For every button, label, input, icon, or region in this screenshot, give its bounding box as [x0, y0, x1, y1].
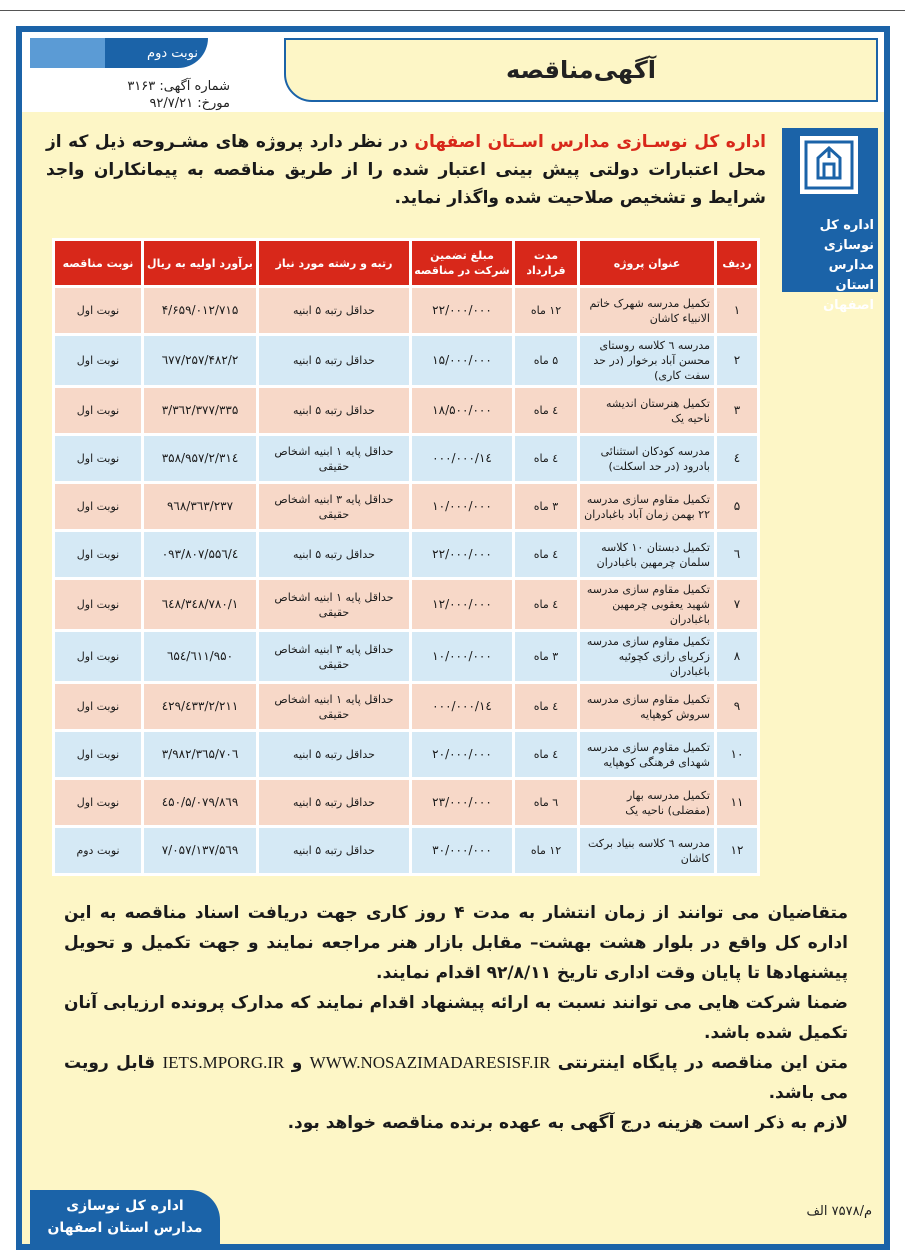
cell-estimate: ٤/۸۰۷/۵۵٦/۰۹۳ — [144, 532, 256, 577]
cell-duration: ٦ ماه — [515, 780, 577, 825]
cell-row-number: ۲ — [717, 336, 757, 385]
cell-round: نوبت اول — [55, 532, 141, 577]
cell-estimate: ۵/۰۷۹/۸٦۹/٤۵۰ — [144, 780, 256, 825]
cell-estimate: ۳/۹۸۲/۳٦۵/۷۰٦ — [144, 732, 256, 777]
cell-row-number: ۹ — [717, 684, 757, 729]
emblem-icon — [800, 136, 858, 194]
round-tag-accent — [30, 38, 105, 68]
cell-project-title: مدرسه کودکان استثنائی بادرود (در حد اسکلت) — [580, 436, 714, 481]
ad-date: مورخ: ۹۲/۷/۲۱ — [149, 96, 230, 111]
cell-project-title: تکمیل هنرستان اندیشه ناحیه یک — [580, 388, 714, 433]
table-row — [55, 388, 757, 433]
cell-guarantee: ۲۰/۰۰۰/۰۰۰ — [412, 732, 512, 777]
ad-frame — [16, 26, 890, 1250]
body-paragraph-4: لازم به ذکر است هزینه درج آگهی به عهده برنده مناقصه خواهد بود. — [287, 1113, 848, 1133]
cell-round: نوبت دوم — [55, 828, 141, 873]
cell-guarantee: ۱۰/۰۰۰/۰۰۰ — [412, 484, 512, 529]
intro-paragraph — [46, 128, 766, 212]
cell-duration: ٤ ماه — [515, 388, 577, 433]
cell-row-number: ۷ — [717, 580, 757, 629]
cell-row-number: ۱۲ — [717, 828, 757, 873]
cell-project-title: مدرسه ٦ کلاسه بنیاد برکت کاشان — [580, 828, 714, 873]
table-row — [55, 580, 757, 629]
cell-row-number: ۸ — [717, 632, 757, 681]
body-paragraph-3 — [64, 1048, 848, 1108]
table-row — [55, 828, 757, 873]
cell-project-title: تکمیل مدرسه بهار (مفضلی) ناحیه یک — [580, 780, 714, 825]
cell-grade: حداقل پایه ۳ ابنیه اشخاص حقیقی — [259, 484, 409, 529]
cell-guarantee: ۱۵/۰۰۰/۰۰۰ — [412, 336, 512, 385]
intro-text: در نظر دارد پروژه های مشـروحه ذیل که از محل اعتبارات دولتی پیش بینی اعتبار شده را از طریق مناقصه به پیمانکاران واجد شرایط و تشخیص صلاحیت شده واگذار نماید. — [46, 132, 766, 208]
cell-duration: ۳ ماه — [515, 484, 577, 529]
cell-grade: حداقل رتبه ۵ ابنیه — [259, 288, 409, 333]
col-header-guarantee: مبلغ تضمین شرکت در مناقصه — [412, 241, 512, 285]
col-header-row: ردیف — [717, 241, 757, 285]
footer-org-line-2: مدارس استان اصفهان — [47, 1220, 203, 1236]
top-rule — [0, 10, 905, 11]
cell-row-number: ۱ — [717, 288, 757, 333]
cell-estimate: ۲/۲۱۱/٤۳۳/٤۲۹ — [144, 684, 256, 729]
table-row — [55, 288, 757, 333]
table-row — [55, 532, 757, 577]
ad-meta — [80, 78, 230, 112]
cell-round: نوبت اول — [55, 288, 141, 333]
cell-guarantee: ۱۲/۰۰۰/۰۰۰ — [412, 580, 512, 629]
cell-row-number: ۱۱ — [717, 780, 757, 825]
cell-estimate: ۳/۳٦۲/۳۷۷/۳۳۵ — [144, 388, 256, 433]
body-p3-after: قابل رویت می باشد. — [64, 1053, 848, 1103]
cell-grade: حداقل رتبه ۵ ابنیه — [259, 732, 409, 777]
cell-estimate: ۹٦۸/۳٦۳/۲۳۷ — [144, 484, 256, 529]
cell-grade: حداقل پایه ۱ ابنیه اشخاص حقیقی — [259, 684, 409, 729]
cell-project-title: تکمیل مقاوم سازی مدرسه سروش کوهپایه — [580, 684, 714, 729]
cell-guarantee: ۲۳/۰۰۰/۰۰۰ — [412, 780, 512, 825]
intro-org: اداره کل نوسـازی مدارس اسـتان اصفهان — [414, 132, 766, 152]
table-row — [55, 436, 757, 481]
cell-round: نوبت اول — [55, 484, 141, 529]
cell-guarantee: ۱۰/۰۰۰/۰۰۰ — [412, 632, 512, 681]
projects-table — [52, 238, 760, 876]
cell-round: نوبت اول — [55, 580, 141, 629]
table-row — [55, 336, 757, 385]
cell-grade: حداقل پایه ۱ ابنیه اشخاص حقیقی — [259, 436, 409, 481]
cell-duration: ٤ ماه — [515, 580, 577, 629]
cell-duration: ٤ ماه — [515, 532, 577, 577]
cell-round: نوبت اول — [55, 388, 141, 433]
cell-row-number: ٤ — [717, 436, 757, 481]
cell-round: نوبت اول — [55, 780, 141, 825]
table-row — [55, 484, 757, 529]
cell-grade: حداقل رتبه ۵ ابنیه — [259, 388, 409, 433]
cell-duration: ۱۲ ماه — [515, 288, 577, 333]
cell-guarantee: ۲۲/۰۰۰/۰۰۰ — [412, 288, 512, 333]
cell-grade: حداقل پایه ۳ ابنیه اشخاص حقیقی — [259, 632, 409, 681]
col-header-round: نوبت مناقصه — [55, 241, 141, 285]
col-header-grade: رتبه و رشته مورد نیاز — [259, 241, 409, 285]
cell-project-title: تکمیل دبستان ۱۰ کلاسه سلمان چرمهین باغبادران — [580, 532, 714, 577]
org-logo-icon — [798, 134, 860, 196]
cell-guarantee: ۲۲/۰۰۰/۰۰۰ — [412, 532, 512, 577]
cell-round: نوبت اول — [55, 336, 141, 385]
cell-round: نوبت اول — [55, 436, 141, 481]
cell-row-number: ۵ — [717, 484, 757, 529]
table-row — [55, 732, 757, 777]
table-row — [55, 632, 757, 681]
cell-project-title: تکمیل مقاوم سازی مدرسه زکریای رازی کچوئیه باغبادران — [580, 632, 714, 681]
cell-project-title: تکمیل مقاوم سازی مدرسه شهید یعقوبی چرمهین باغبادران — [580, 580, 714, 629]
cell-guarantee: ۱٤/۰۰۰/۰۰۰ — [412, 436, 512, 481]
cell-round: نوبت اول — [55, 684, 141, 729]
website-link-1[interactable]: WWW.NOSAZIMADARESISF.IR — [309, 1053, 551, 1072]
cell-duration: ۵ ماه — [515, 336, 577, 385]
round-tag-label: نوبت دوم — [147, 45, 198, 61]
body-paragraph-1: متقاضیان می توانند از زمان انتشار به مدت ۴ روز کاری جهت دریافت اسناد مناقصه به این اداره کل واقع در بلوار هشت بهشت– مقابل بازار هنر مراجعه نمایند و جهت تکمیل و تحویل پیشنهادها تا پایان وقت اداری تاریخ ۹۲/۸/۱۱ اقدام نمایند. — [64, 903, 848, 983]
ad-number: شماره آگهی: ۳۱۶۳ — [127, 79, 230, 94]
cell-guarantee: ۱۸/۵۰۰/۰۰۰ — [412, 388, 512, 433]
table-row — [55, 780, 757, 825]
cell-row-number: ۳ — [717, 388, 757, 433]
cell-estimate: ۲/۳۱٤/۳۵۸/۹۵۷ — [144, 436, 256, 481]
footer-org-badge — [30, 1190, 220, 1246]
cell-project-title: تکمیل مقاوم سازی مدرسه شهدای فرهنگی کوهپایه — [580, 732, 714, 777]
cell-estimate: ۱/٦٤۸/۳٤۸/۷۸۰ — [144, 580, 256, 629]
cell-estimate: ۴/۶۵۹/۰۱۲/۷۱۵ — [144, 288, 256, 333]
header-band — [22, 32, 884, 112]
cell-duration: ۱۲ ماه — [515, 828, 577, 873]
page-title: آگهی‌مناقصه — [506, 56, 656, 84]
cell-guarantee: ۱٤/۰۰۰/۰۰۰ — [412, 684, 512, 729]
cell-guarantee: ۳۰/۰۰۰/۰۰۰ — [412, 828, 512, 873]
cell-round: نوبت اول — [55, 732, 141, 777]
col-header-duration: مدت قرارداد — [515, 241, 577, 285]
cell-grade: حداقل رتبه ۵ ابنیه — [259, 780, 409, 825]
cell-estimate: ۲/٦۷۷/۲۵۷/۴۸۲ — [144, 336, 256, 385]
table-row — [55, 684, 757, 729]
cell-estimate: ۹۵۰/٦۵٤/٦۱۱ — [144, 632, 256, 681]
body-paragraph-2: ضمنا شرکت هایی می توانند نسبت به ارائه پیشنهاد اقدام نمایند که مدارک پرونده ارزیابی آنان تکمیل شده باشد. — [64, 993, 848, 1043]
table-header-row — [55, 241, 757, 285]
cell-round: نوبت اول — [55, 632, 141, 681]
cell-duration: ٤ ماه — [515, 732, 577, 777]
cell-row-number: ۱۰ — [717, 732, 757, 777]
col-header-estimate: برآورد اولیه به ریال — [144, 241, 256, 285]
cell-grade: حداقل رتبه ۵ ابنیه — [259, 336, 409, 385]
title-box — [284, 38, 878, 102]
ad-paper — [22, 32, 884, 1244]
cell-duration: ٤ ماه — [515, 684, 577, 729]
body-text — [64, 898, 848, 1138]
cell-project-title: مدرسه ٦ کلاسه روستای محسن آباد برخوار (در حد سفت کاری) — [580, 336, 714, 385]
cell-duration: ٤ ماه — [515, 436, 577, 481]
org-logo-panel — [782, 128, 878, 313]
cell-grade: حداقل رتبه ۵ ابنیه — [259, 532, 409, 577]
website-link-2[interactable]: IETS.MPORG.IR — [162, 1053, 285, 1072]
org-logo-name: اداره کل نوسازی مدارس استان اصفهان — [819, 218, 874, 313]
cell-grade: حداقل رتبه ۵ ابنیه — [259, 828, 409, 873]
cell-project-title: تکمیل مدرسه شهرک خاتم الانبیاء کاشان — [580, 288, 714, 333]
cell-estimate: ۷/۰۵۷/۱۳۷/۵٦۹ — [144, 828, 256, 873]
cell-duration: ۳ ماه — [515, 632, 577, 681]
body-p3-before: متن این مناقصه در پایگاه اینترنتی — [557, 1053, 849, 1073]
projects-table-wrap — [52, 238, 760, 876]
cell-row-number: ٦ — [717, 532, 757, 577]
col-header-title: عنوان پروژه — [580, 241, 714, 285]
body-p3-and: و — [291, 1053, 303, 1073]
footer-code: م/۷۵۷۸ الف — [806, 1204, 872, 1219]
cell-grade: حداقل پایه ۱ ابنیه اشخاص حقیقی — [259, 580, 409, 629]
footer-org-line-1: اداره کل نوسازی — [66, 1198, 184, 1214]
cell-project-title: تکمیل مقاوم سازی مدرسه ۲۲ بهمن زمان آباد باغبادران — [580, 484, 714, 529]
